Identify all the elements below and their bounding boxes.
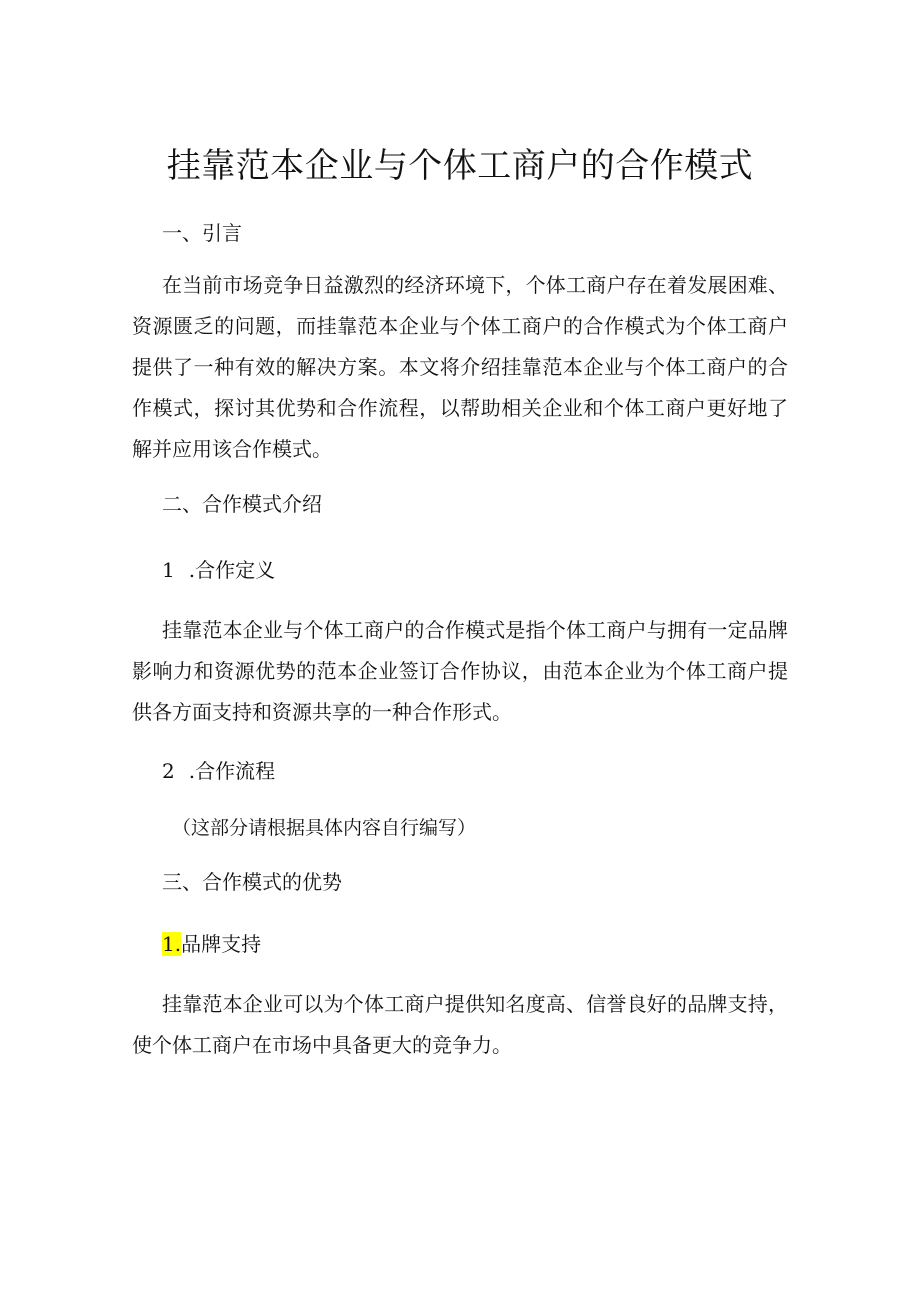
subheading-definition [162, 555, 275, 585]
section-heading-model-intro: 二、合作模式介绍 [162, 492, 322, 516]
subheading-number: 1 [162, 558, 175, 582]
subheading-label: .合作定义 [188, 558, 276, 582]
brand-support-paragraph: 挂靠范本企业可以为个体工商户提供知名度高、信誉良好的品牌支持，使个体工商户在市场中具备更大的竞争力。 [132, 992, 788, 1057]
subheading-number: 2 [162, 759, 175, 783]
subheading-process [162, 756, 275, 786]
definition-paragraph: 挂靠范本企业与个体工商户的合作模式是指个体工商户与拥有一定品牌影响力和资源优势的范本企业签订合作协议，由范本企业为个体工商户提供各方面支持和资源共享的一种合作形式。 [132, 618, 788, 724]
subheading-label: .合作流程 [188, 759, 276, 783]
process-placeholder-note: （这部分请根据具体内容自行编写） [172, 817, 477, 839]
section-heading-advantages: 三、合作模式的优势 [162, 870, 342, 894]
highlighted-number: 1. [162, 932, 182, 956]
subheading-label: 品牌支持 [181, 932, 262, 956]
document-title: 挂靠范本企业与个体工商户的合作模式 [166, 146, 754, 186]
section-heading-introduction: 一、引言 [162, 221, 242, 245]
subheading-brand-support [162, 929, 261, 959]
introduction-paragraph: 在当前市场竞争日益激烈的经济环境下，个体工商户存在着发展困难、资源匮乏的问题，而挂靠范本企业与个体工商户的合作模式为个体工商户提供了一种有效的解决方案。本文将介绍挂靠范本企业与个体工商户的合作模式，探讨其优势和合作流程，以帮助相关企业和个体工商户更好地了解并应用该合作模式。 [132, 273, 788, 461]
